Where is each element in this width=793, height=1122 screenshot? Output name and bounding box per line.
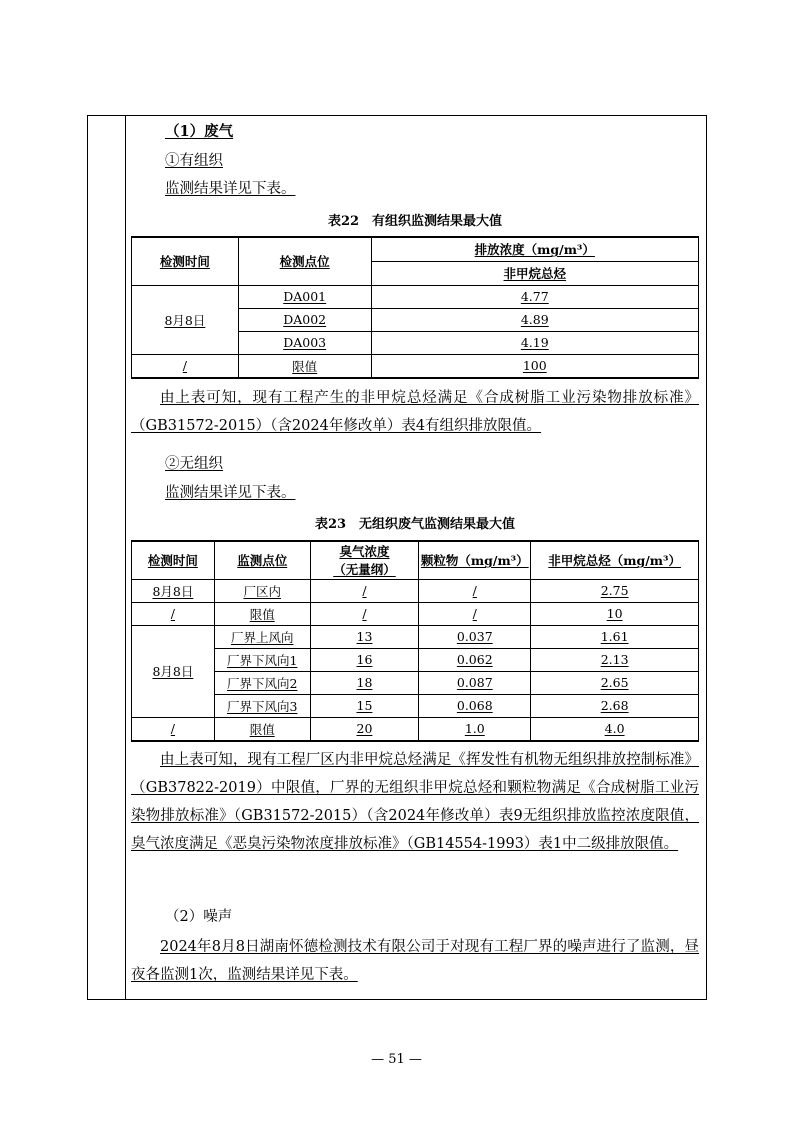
table22-caption: 表22 有组织监测结果最大值 xyxy=(327,214,503,229)
table22-date: 8月8日 xyxy=(132,285,239,354)
table23-header-nmhc: 非甲烷总烃（mg/m³） xyxy=(531,541,699,579)
table23-cell: 0.037 xyxy=(419,625,531,648)
table-row xyxy=(132,354,699,378)
page-number: — 51 — xyxy=(371,1052,422,1067)
table23-cell: 13 xyxy=(310,625,419,648)
table22-limit-time: / xyxy=(132,354,239,378)
table23-caption: 表23 无组织废气监测结果最大值 xyxy=(314,517,516,532)
table23-cell: 1.61 xyxy=(531,625,699,648)
table23-cell: 厂界下风向3 xyxy=(214,694,310,717)
section-noise-heading: （2）噪声 xyxy=(165,909,233,925)
table-row xyxy=(132,648,699,671)
table22-point: DA003 xyxy=(238,331,371,354)
frame-divider xyxy=(125,116,126,999)
table23-cell: 限值 xyxy=(214,602,310,625)
table22-header-conc: 排放浓度（mg/m³） xyxy=(371,237,698,261)
table23-cell: / xyxy=(310,602,419,625)
unorganized-subheading: ②无组织 xyxy=(165,456,223,472)
table23-header-odor: 臭气浓度 （无量纲） xyxy=(310,541,419,579)
table23-cell: 4.0 xyxy=(531,717,699,741)
table23-cell: / xyxy=(419,602,531,625)
table23-header-time: 检测时间 xyxy=(132,541,215,579)
table23-cell: 2.75 xyxy=(531,579,699,602)
table22-point: DA002 xyxy=(238,308,371,331)
table22-value: 4.89 xyxy=(371,308,698,331)
table-row xyxy=(132,579,699,602)
table23-cell: 10 xyxy=(531,602,699,625)
table23-header-point: 监测点位 xyxy=(214,541,310,579)
organized-subheading: ①有组织 xyxy=(165,153,223,169)
table23-cell: 15 xyxy=(310,694,419,717)
table23-cell: 2.68 xyxy=(531,694,699,717)
table23-cell: 20 xyxy=(310,717,419,741)
table23-cell: 0.062 xyxy=(419,648,531,671)
table22-limit-label: 限值 xyxy=(238,354,371,378)
table-row xyxy=(132,694,699,717)
unorganized-intro: 监测结果详见下表。 xyxy=(165,485,296,501)
table22-header-time: 检测时间 xyxy=(132,237,239,285)
table23-cell: 18 xyxy=(310,671,419,694)
table23-header-particulate: 颗粒物（mg/m³） xyxy=(419,541,531,579)
table22-value: 4.19 xyxy=(371,331,698,354)
table22-header-point: 检测点位 xyxy=(238,237,371,285)
table23-cell: / xyxy=(132,602,215,625)
table23-cell: 限值 xyxy=(214,717,310,741)
table23 xyxy=(131,540,699,742)
table23-cell: 厂界下风向2 xyxy=(214,671,310,694)
noise-paragraph: 2024年8月8日湖南怀德检测技术有限公司于对现有工程厂界的噪声进行了监测，昼夜各监测1次，监测结果详见下表。 xyxy=(131,939,699,983)
table23-cell: 厂界下风向1 xyxy=(214,648,310,671)
table23-boundary-date: 8月8日 xyxy=(132,625,215,717)
table23-cell: / xyxy=(310,579,419,602)
table23-cell: / xyxy=(132,717,215,741)
section-waste-gas-heading: （1）废气 xyxy=(165,123,234,140)
organized-conclusion: 由上表可知，现有工程产生的非甲烷总烃满足《合成树脂工业污染物排放标准》（GB31572-2015）（含2024年修改单）表4有组织排放限值。 xyxy=(131,390,699,434)
table23-cell: 2.13 xyxy=(531,648,699,671)
table23-cell: 8月8日 xyxy=(132,579,215,602)
table23-cell: 厂区内 xyxy=(214,579,310,602)
table23-cell: 0.068 xyxy=(419,694,531,717)
table22-value: 4.77 xyxy=(371,285,698,308)
table22-header-pollutant: 非甲烷总烃 xyxy=(371,261,698,285)
table22 xyxy=(131,236,699,379)
table22-limit-value: 100 xyxy=(371,354,698,378)
table23-cell: 16 xyxy=(310,648,419,671)
table22-point: DA001 xyxy=(238,285,371,308)
table-row xyxy=(132,671,699,694)
table-row xyxy=(132,625,699,648)
table-row xyxy=(132,285,699,308)
unorganized-conclusion: 由上表可知，现有工程厂区内非甲烷总烃满足《挥发性有机物无组织排放控制标准》（GB37822-2019）中限值，厂界的无组织非甲烷总烃和颗粒物满足《合成树脂工业污染物排放标准》（GB31572-2015）（含2024年修改单）表9无组织排放监控浓度限值，臭气浓度满足《恶臭污染物浓度排放标准》（GB14554-1993）表1中二级排放限值。 xyxy=(131,752,699,852)
table23-cell: 1.0 xyxy=(419,717,531,741)
table23-cell: / xyxy=(419,579,531,602)
table-row xyxy=(132,717,699,741)
table-row xyxy=(132,602,699,625)
table23-cell: 0.087 xyxy=(419,671,531,694)
table23-cell: 厂界上风向 xyxy=(214,625,310,648)
table23-cell: 2.65 xyxy=(531,671,699,694)
organized-intro: 监测结果详见下表。 xyxy=(165,181,296,197)
